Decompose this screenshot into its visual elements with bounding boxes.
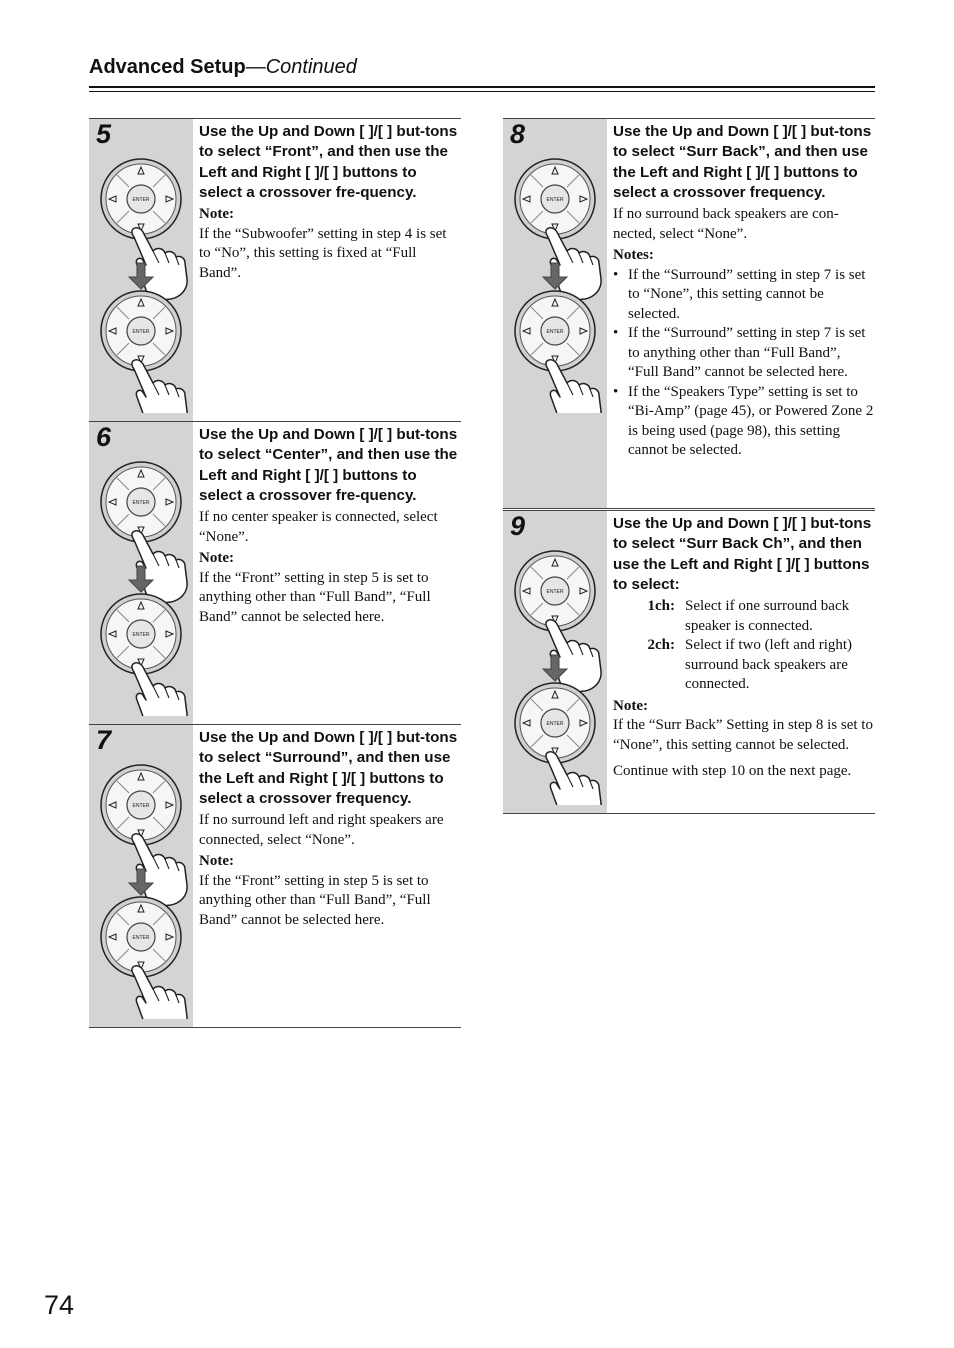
remote-diagram-svg xyxy=(511,157,607,413)
step-number: 5 xyxy=(96,119,112,149)
step-text xyxy=(199,728,461,930)
enter-label: ENTER xyxy=(132,500,150,506)
pointing-hand-icon xyxy=(132,966,187,1019)
step-7 xyxy=(89,724,461,1028)
remote-diagram xyxy=(97,460,193,721)
remote-diagram xyxy=(511,157,607,418)
note-heading: Note: xyxy=(199,550,234,567)
option-row xyxy=(613,636,875,695)
remote-dial xyxy=(515,551,595,631)
option-text: Select if one surround back speaker is connected. xyxy=(685,598,850,634)
option-label: 2ch: xyxy=(647,637,675,654)
step-description: If no surround back speakers are con-nected, select “None”. xyxy=(613,206,839,242)
enter-label: ENTER xyxy=(546,721,564,727)
note-heading: Note: xyxy=(613,697,648,714)
step-6 xyxy=(89,421,461,725)
note-text: If the “Front” setting in step 5 is set to anything other than “Full Band”, “Full Band” cannot be selected here. xyxy=(199,569,431,625)
pointing-hand-icon xyxy=(546,360,601,413)
step-number: 8 xyxy=(510,119,526,149)
note-text: If the “Subwoofer” setting in step 4 is set to “No”, this setting is fixed at “Full Band”. xyxy=(199,225,447,281)
header-continued: —Continued xyxy=(245,56,357,78)
pointing-hand-icon xyxy=(132,663,187,716)
step-9 xyxy=(503,510,875,814)
step-description: If no center speaker is connected, select “None”. xyxy=(199,509,438,545)
enter-label: ENTER xyxy=(132,632,150,638)
note-heading: Note: xyxy=(199,206,234,223)
step-instruction: Use the Up and Down [ ]/[ ] but-tons to select “Surr Back Ch”, and then use the Left and Right [ ]/[ ] buttons to select: xyxy=(613,515,872,593)
remote-diagram xyxy=(97,157,193,418)
remote-diagram-svg xyxy=(97,157,193,413)
enter-label: ENTER xyxy=(132,197,150,203)
remote-diagram-svg xyxy=(511,549,607,805)
remote-dial xyxy=(101,594,181,674)
remote-dial xyxy=(515,291,595,371)
pointing-hand-icon xyxy=(546,752,601,805)
page-number: 74 xyxy=(44,1290,75,1320)
remote-dial xyxy=(101,291,181,371)
note-text: If the “Surr Back” Setting in step 8 is set to “None”, this setting cannot be selected. xyxy=(613,717,873,753)
step-8 xyxy=(503,118,875,509)
remote-dial xyxy=(515,683,595,763)
step-instruction: Use the Up and Down [ ]/[ ] but-tons to select “Center”, and then use the Left and Right [ ]/[ ] buttons to select a crossover fre-quency. xyxy=(199,426,458,504)
enter-label: ENTER xyxy=(546,329,564,335)
step-5 xyxy=(89,118,461,422)
note-bullet: • If the “Surround” setting in step 7 is set to “None”, this setting cannot be selected. xyxy=(613,266,875,325)
header-rule xyxy=(89,86,875,88)
step-text xyxy=(613,122,875,461)
enter-label: ENTER xyxy=(132,329,150,335)
enter-label: ENTER xyxy=(546,589,564,595)
header-rule-thin xyxy=(89,91,875,92)
remote-dial xyxy=(101,159,181,239)
remote-diagram-svg xyxy=(97,460,193,716)
step-instruction: Use the Up and Down [ ]/[ ] but-tons to select “Front”, and then use the Left and Right [ ]/[ ] buttons to select a crossover fre-quency. xyxy=(199,123,458,201)
remote-diagram-svg xyxy=(97,763,193,1019)
step-instruction: Use the Up and Down [ ]/[ ] but-tons to select “Surr Back”, and then use the Left and Right [ ]/[ ] buttons to select a crossover frequency. xyxy=(613,123,872,201)
enter-label: ENTER xyxy=(132,803,150,809)
note-text: If the “Front” setting in step 5 is set to anything other than “Full Band”, “Full Band” cannot be selected here. xyxy=(199,872,431,928)
step-number: 6 xyxy=(96,422,112,452)
step-number: 9 xyxy=(510,511,526,541)
remote-dial xyxy=(101,462,181,542)
option-text: Select if two (left and right) surround back speakers are connected. xyxy=(685,637,853,693)
continue-text: Continue with step 10 on the next page. xyxy=(613,763,852,780)
enter-label: ENTER xyxy=(546,197,564,203)
remote-diagram xyxy=(511,549,607,810)
remote-dial xyxy=(101,765,181,845)
note-heading: Note: xyxy=(199,853,234,870)
note-bullet: • If the “Speakers Type” setting is set to “Bi-Amp” (page 45), or Powered Zone 2 is being used (page 98), this setting cannot be selected. xyxy=(613,383,875,461)
step-number: 7 xyxy=(96,725,112,755)
header-title: Advanced Setup—Continued xyxy=(89,56,357,78)
note-bullet: • If the “Surround” setting in step 7 is set to anything other than “Full Band”, “Full Band” cannot be selected here. xyxy=(613,324,875,383)
notes-heading: Notes: xyxy=(613,247,654,264)
step-instruction: Use the Up and Down [ ]/[ ] but-tons to select “Surround”, and then use the Left and Right [ ]/[ ] buttons to select a crossover frequency. xyxy=(199,729,458,807)
remote-dial xyxy=(515,159,595,239)
step-text xyxy=(199,425,461,627)
page-header xyxy=(89,56,875,79)
remote-diagram xyxy=(97,763,193,1024)
step-text xyxy=(613,514,875,782)
remote-dial xyxy=(101,897,181,977)
step-description: If no surround left and right speakers are connected, select “None”. xyxy=(199,812,444,848)
enter-label: ENTER xyxy=(132,935,150,941)
pointing-hand-icon xyxy=(132,360,187,413)
option-row xyxy=(613,597,875,636)
option-label: 1ch: xyxy=(647,598,675,615)
step-text xyxy=(199,122,461,283)
